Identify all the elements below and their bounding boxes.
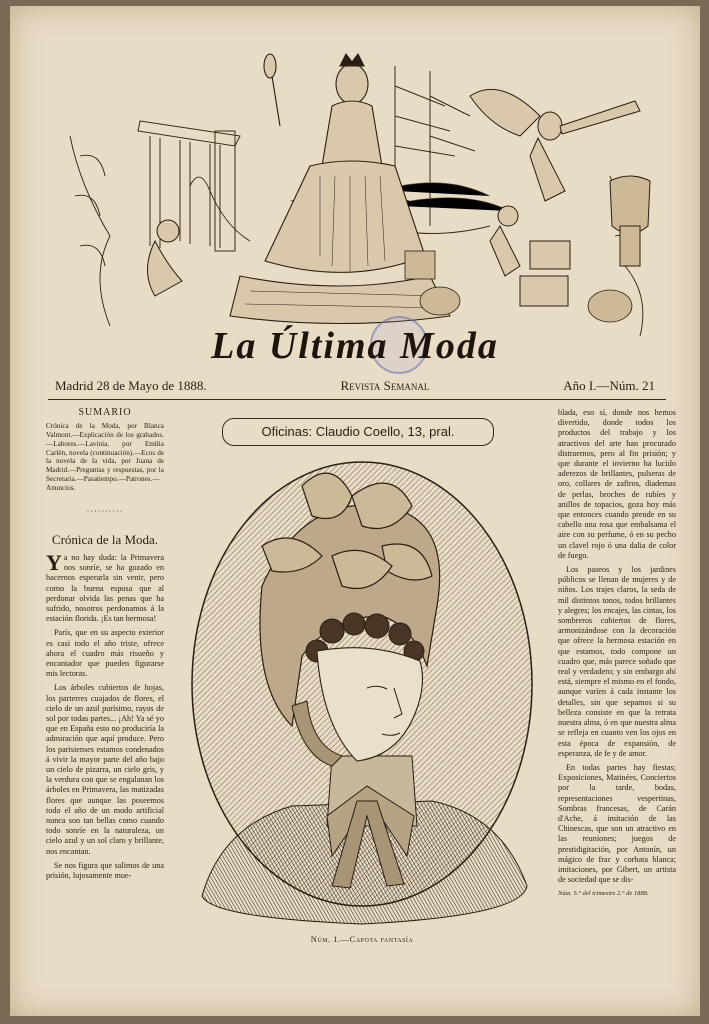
issue-date: Madrid 28 de Mayo de 1888. bbox=[55, 378, 207, 393]
bonnet-portrait bbox=[182, 456, 542, 926]
masthead-title: La Última Moda bbox=[211, 325, 499, 367]
issue-number: Año I.—Núm. 21 bbox=[563, 378, 655, 393]
chronicle-continuation: En todas partes hay fiestas; Exposiciones, Matinées, Conciertos por la tarde, bodas, representaciones vespertinas, Sombras francesas, de Carán d'Ache, á imitación de las Chinescas, que son un atractivo en las reuniones; juegos de prestidigitación, por Antonín, un mágico de frac y corbata blanca; imitaciones, por Gibert, un artista de sociedad que se dis- bbox=[558, 762, 676, 885]
illustration-caption: Núm. 1.—Capota fantasía bbox=[310, 934, 414, 944]
chronicle-paragraph: Los árboles cubiertos de hojas, los parterres cuajados de flores, el cielo de un azul purísimo, rayos de sol por todas partes... ¡Ah! Ya sé yo que en España esto no produciría la admiración que aquí produce. Pero los parisienses estamos condenados á vivir la mayor parte del año bajo un cielo de pizarra, un cielo gris, y la verdura con que se engalanan los árboles en Primavera, las matizadas flores que aunque las poseemos todo el año de un modo artificial nunca son tan bellas como cuando todo sonríe en la naturaleza, un cielo azul y un sol claro y brillante, nos encantan. bbox=[46, 683, 164, 856]
portrait-engraving bbox=[182, 456, 542, 926]
masthead-subtitle: Revista Semanal bbox=[340, 378, 430, 393]
separator: ·········· bbox=[86, 506, 124, 516]
sumario-text: Crónica de la Moda, por Blanca Valmont.—Explicación de los grabados.—Labores.—Lavinia, por Emilia Carlén, novela (continuación).—Ecos de la novela de la vida, por Juana de Madrid.—Preguntas y respuestas, por la Secretaria.—Pasatiempo.—Patrones.—Anuncios. bbox=[46, 422, 164, 492]
issue-footnote: Núm. 5.° del trimestre 2.° de 1888. bbox=[558, 890, 649, 898]
chronicle-paragraph: Ya no hay duda: la Primavera nos sonríe, se ha gozado en hacernos esperarla sin venir, pero como la buena esposa que al perdonar olvida las penas que ha sufrido, nosotros perdonamos á la estación florida. ¡Es tan hermosa! bbox=[46, 549, 164, 624]
drop-cap: Y bbox=[46, 549, 62, 575]
newspaper-page bbox=[10, 6, 700, 1016]
chronicle-paragraph: París, que en su aspecto exterior es casi todo el año triste, ofrece ahora el cuadro más risueño y encantador que pueden figurarse mis lectoras. bbox=[46, 628, 164, 679]
allegory-engraving bbox=[50, 26, 670, 346]
chronicle-continuation: Los paseos y los jardines públicos se llenan de mujeres y de niños. Los trajes claros, la seda de mil distintos tonos, todos brillantes y alegres; los encajes, las cintas, los sombreros cubiertos de flores, armonizándose con la decoración que ofrece la hermosa estación en que estamos, todo compone un cuadro que, más parece soñado que real y verdadero; y sin embargo ahí está, siempre el mismo en el fondo, aunque varíen á cada instante los detalles, sin que sepamos si su belleza consiste en que la retrata nuestra alma, ó en que nuestra alma se refleja en cuanto ven los ojos en esta época de expansión, de esperanza, de fe y de amor. bbox=[558, 565, 676, 758]
chronicle-continuation: blada, eso sí, donde nos hemos divertido, donde todos los productos del trabajo y los atractivos del arte han procurado distraernos, pero al fin prisión; y que durante el invierno ha lucido aderezos de brillantes, pulseras de oro, collares de zafiros, diademas de perlas, broches de rubíes y anillos de topacios, goza hoy más que entonces cuando prende en su cabello una rosa que embalsama el aire con su perfume, ó en su pecho un clavel rojo ó una dalia de color de fuego. bbox=[558, 408, 676, 560]
sumario-heading: SUMARIO bbox=[78, 407, 132, 418]
right-column bbox=[558, 408, 676, 900]
chronicle-heading: Crónica de la Moda. bbox=[51, 531, 159, 547]
masthead-illustration bbox=[50, 26, 670, 346]
left-column bbox=[46, 408, 164, 885]
chronicle-paragraph: Se nos figura que salimos de una prisión, lujosamente mue- bbox=[46, 860, 164, 881]
offices-banner: Oficinas: Claudio Coello, 13, pral. bbox=[222, 418, 494, 446]
header-rule bbox=[48, 399, 666, 400]
dateline bbox=[55, 378, 655, 394]
